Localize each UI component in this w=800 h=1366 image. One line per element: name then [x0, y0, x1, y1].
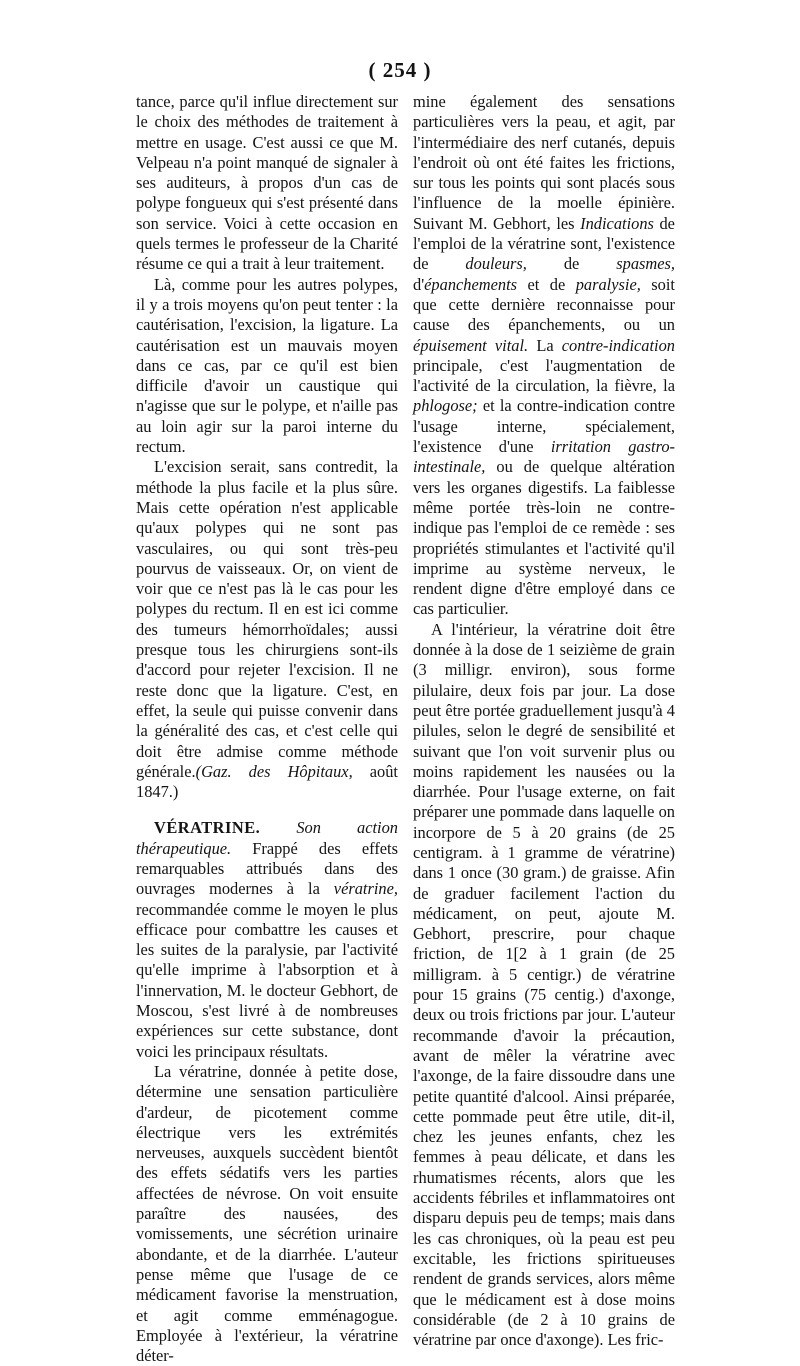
term-epuisement: épuisement vital. — [413, 335, 529, 355]
right-column — [413, 92, 675, 1350]
indications-text-e: et de — [527, 274, 566, 294]
source-citation: (Gaz. des Hôpitaux, — [195, 761, 353, 781]
indications-text-j: ou de quelque altération vers les organes digestifs. La faiblesse même portée très-loin ne contre-indique pas l'emploi de ce remède : ses propriétés stimulantes et l'activité qu'il imprime au système nerveux, le rendent digne d'être employé dans ce cas particulier. — [413, 457, 675, 619]
indications-text-h: principale, c'est l'augmentation de l'activité de la circulation, la fièvre, la — [413, 355, 675, 396]
left-column — [136, 92, 398, 1366]
section-heading: VÉRATRINE. — [154, 818, 261, 838]
indications-text-a: mine également des sensations particulières vers la peau, et agit, par l'intermédiaire des nerf cutanés, depuis l'endroit où ont été faites les frictions, sur tous les points qui sont placés sous l'influence de la moelle épinière. Suivant M. Gebhort, les — [413, 92, 675, 233]
veratrine-intro-a: Frappé des effets remarquables attribués dans des ouvrages modernes à la — [136, 838, 398, 899]
paragraph-veratrine-intro — [136, 818, 398, 1062]
veratrine-term: vératrine, — [333, 879, 398, 899]
term-paralysie: paralysie, — [575, 274, 641, 294]
indications-text-c: de — [563, 254, 580, 274]
source-date: août 1847.) — [136, 761, 398, 802]
term-spasmes: spasmes, — [616, 254, 675, 274]
paragraph-indications — [413, 92, 675, 620]
term-douleurs: douleurs, — [465, 254, 527, 274]
paragraph-dosage: A l'intérieur, la vératrine doit être donnée à la dose de 1 seizième de grain (3 milligr. environ), sous forme pilulaire, deux fois par jour. La dose peut être portée graduellement jusqu'à 4 pilules, selon le degré de sensibilité et suivant que l'on voit survenir plus ou moins rapidement les nausées ou la diarrhée. Pour l'usage externe, on fait préparer une pommade dans laquelle on incorpore de 5 à 20 grains (de 25 centigram. à 1 gramme de vératrine) dans 1 once (30 gram.) de graisse. Afin de graduer facilement l'action du médicament, on peut, ajoute M. Gebhort, prescrire, pour chaque friction, de 1[2 à 1 grain (de 25 milligram. à 5 centigr.) de vératrine pour 15 grains (75 centig.) d'axonge, deux ou trois frictions par jour. L'auteur recommande d'avoir la précaution, avant de mêler la vératrine avec l'axonge, de la faire dissoudre dans une petite quantité d'alcool. Ainsi préparée, cette pommade peut être utile, dit-il, chez les jeunes enfants, chez les femmes à peau délicate, et dans les rhumatismes récents, alors que les accidents fébriles et inflammatoires ont disparu depuis peu de temps; mais dans les cas chroniques, où la peau est peu excitable, les frictions spiritueuses rendent de grands services, alors même que le médicament est à dose moins considérable (de 2 à 10 grains de vératrine par once d'axonge). Les fric- — [413, 619, 675, 1350]
paragraph-veratrine-effects: La vératrine, donnée à petite dose, détermine une sensation particulière d'ardeur, de picotement comme électrique vers les extrémités nerveuses, auxquels succèdent bientôt des effets sédatifs vers les parties affectées de névrose. On voit ensuite paraître des nausées, des vomissements, une sécrétion urinaire abondante, et de la diarrhée. L'auteur pense même que l'usage de ce médicament favorise la menstruation, et agit comme emménagogue. Employée à l'extérieur, la vératrine déter- — [136, 1061, 398, 1366]
term-indications: Indications — [580, 213, 654, 233]
term-phlogose: phlogose; — [413, 396, 478, 416]
paragraph-polyp-methods: Là, comme pour les autres polypes, il y a trois moyens qu'on peut tenter : la cautérisation, l'excision, la ligature. La cautérisation est un mauvais moyen dans ce cas, par ce qu'il est bien difficile d'avoir un caustique qui n'agisse que sur le polype, et n'aille pas au loin agir sur la paroi interne du rectum. — [136, 274, 398, 457]
indications-text-i: et la contre-indication contre l'usage interne, spécialement, l'existence d'une — [413, 396, 675, 457]
excision-text: L'excision serait, sans contredit, la méthode la plus facile et la plus sûre. Mais cette opération n'est applicable qu'aux polypes qui ne sont pas vasculaires, ou qui sont très-peu pourvus de vaisseaux. Or, on vient de voir que ce n'est pas là le cas pour les polypes du rectum. Il en est ici comme des tumeurs hémorrhoïdales; aussi presque tous les chirurgiens sont-ils d'accord pour rejeter l'excision. Il ne reste donc que la ligature. C'est, en effet, la seule qui puisse convenir dans la généralité des cas, et c'est celle qui doit être admise comme méthode générale. — [136, 457, 398, 781]
paragraph-polyp-intro: tance, parce qu'il influe directement sur le choix des méthodes de traitement à mettre en usage. C'est aussi ce que M. Velpeau n'a point manqué de signaler à ses auditeurs, à propos d'un cas de polype fongueux qui s'est présenté dans son service. Voici à cette occasion en quels termes le professeur de la Charité résume ce qui a trait à leur traitement. — [136, 92, 398, 274]
indications-text-b: de l'emploi de la vératrine sont, l'existence de — [413, 213, 675, 274]
indications-text-g: La — [536, 335, 554, 355]
indications-text-d: d' — [413, 274, 425, 294]
term-epanchements: épanchements — [424, 274, 518, 294]
paragraph-polyp-excision — [136, 457, 398, 802]
section-subheading: Son action thérapeutique. — [136, 818, 398, 858]
indications-text-f: soit que cette dernière reconnaisse pour cause des épanchements, ou un — [413, 274, 675, 335]
term-contre-indication: contre-indication — [561, 335, 675, 355]
term-irritation: irritation gastro-intestinale, — [413, 437, 675, 477]
veratrine-intro-b: recommandée comme le moyen le plus efficace pour combattre les causes et les suites de la paralysie, par l'activité qu'elle imprime à l'absorption et à l'innervation, M. le docteur Gebhort, de Moscou, s'est livré à de nombreuses expériences sur cette substance, dont voici les principaux résultats. — [136, 899, 398, 1061]
page-number: ( 254 ) — [368, 58, 432, 82]
